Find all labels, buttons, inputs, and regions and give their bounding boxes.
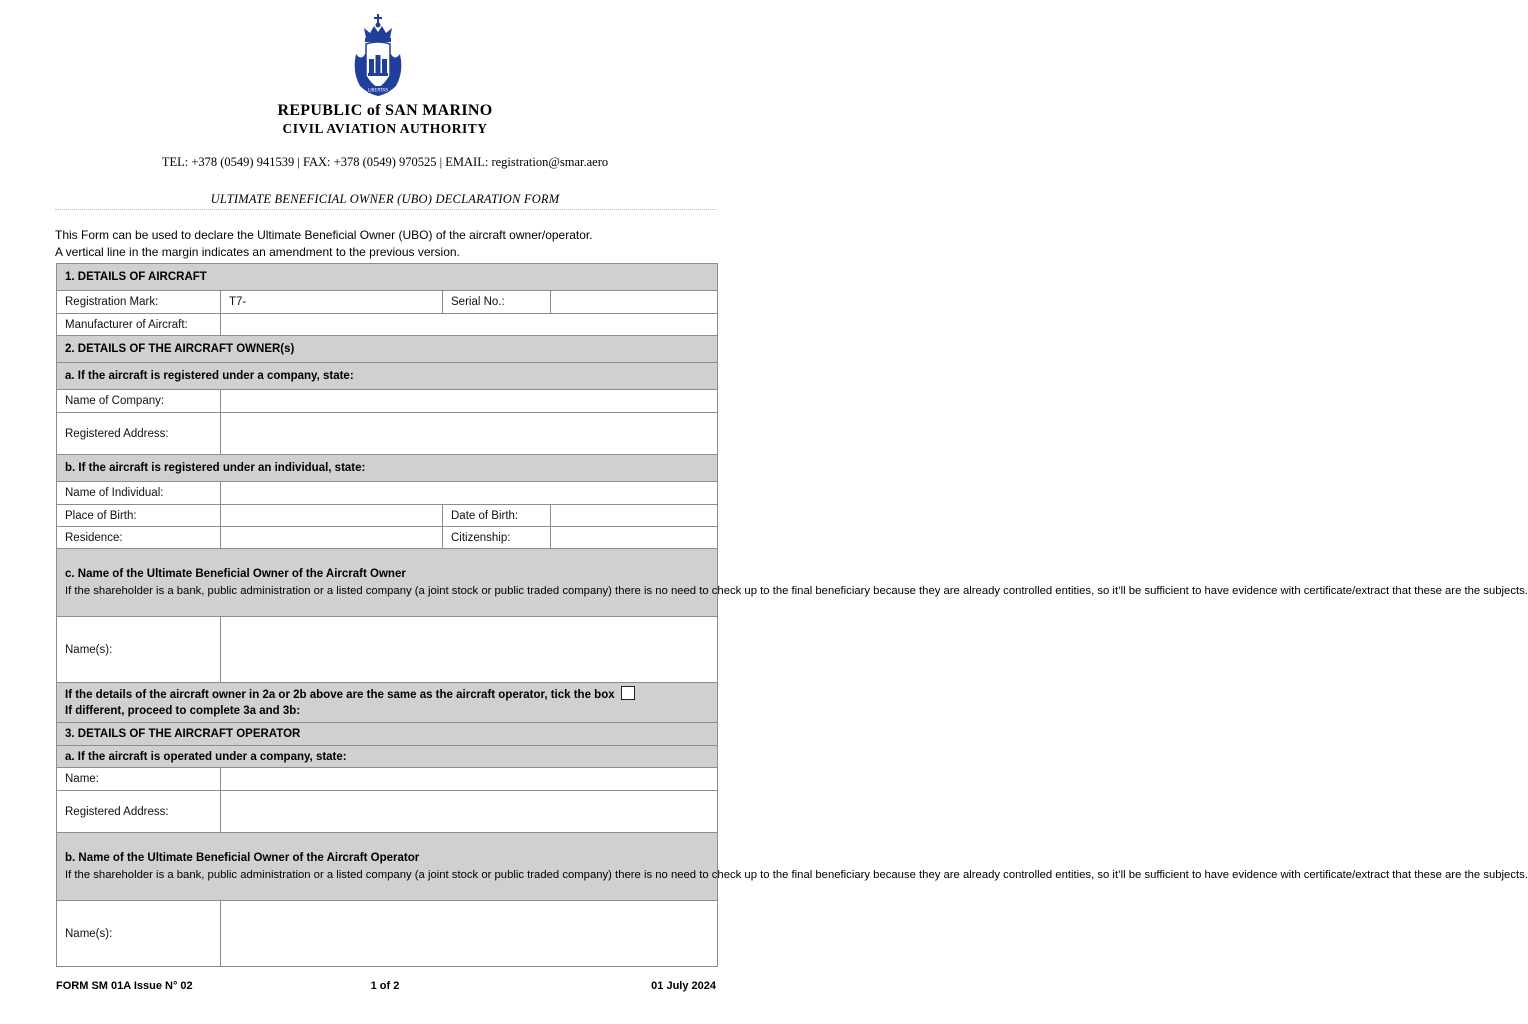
footer-form-id: FORM SM 01A Issue N° 02 xyxy=(56,980,193,992)
san-marino-coat-of-arms-icon xyxy=(348,14,408,102)
serial-no-field[interactable] xyxy=(551,291,718,314)
section-2b-header: b. If the aircraft is registered under an individual, state: xyxy=(57,455,718,482)
same-as-operator-checkbox[interactable] xyxy=(621,686,635,700)
operator-ubo-names-label: Name(s): xyxy=(57,901,221,967)
residence-field[interactable] xyxy=(221,527,443,549)
section-3b-note: If the shareholder is a bank, public administration or a listed company (a joint stock or public traded company) there is no need to check up to the final beneficiary because they are already controlled entities, so it’ll be sufficient to have evidence with certificate/extract that these are the subjects. xyxy=(65,868,1528,881)
intro-line-1: This Form can be used to declare the Ultimate Beneficial Owner (UBO) of the aircraft owner/operator. xyxy=(55,228,593,242)
operator-address-label: Registered Address: xyxy=(57,791,221,833)
date-of-birth-field[interactable] xyxy=(551,505,718,527)
same-as-operator-text: If the details of the aircraft owner in 2a or 2b above are the same as the aircraft operator, tick the box xyxy=(65,689,615,701)
section-3b-header xyxy=(57,833,1528,901)
individual-name-field[interactable] xyxy=(221,482,718,505)
registration-mark-label: Registration Mark: xyxy=(57,291,221,314)
section-2a-header: a. If the aircraft is registered under a company, state: xyxy=(57,363,718,390)
section-3-header: 3. DETAILS OF THE AIRCRAFT OPERATOR xyxy=(57,723,718,746)
registration-mark-field[interactable]: T7- xyxy=(221,291,443,314)
section-2c-note: If the shareholder is a bank, public administration or a listed company (a joint stock or public traded company) there is no need to check up to the final beneficiary because they are already controlled entities, so it’ll be sufficient to have evidence with certificate/extract that these are the subjects. xyxy=(65,584,1528,597)
manufacturer-field[interactable] xyxy=(221,314,718,336)
ubo-form-table xyxy=(56,263,1528,967)
date-of-birth-label: Date of Birth: xyxy=(443,505,551,527)
footer-page-number: 1 of 2 xyxy=(370,980,400,992)
manufacturer-label: Manufacturer of Aircraft: xyxy=(57,314,221,336)
section-3a-header: a. If the aircraft is operated under a company, state: xyxy=(57,746,718,768)
registered-address-field[interactable] xyxy=(221,413,718,455)
company-name-label: Name of Company: xyxy=(57,390,221,413)
page-title: REPUBLIC of SAN MARINO xyxy=(277,102,493,119)
footer-date: 01 July 2024 xyxy=(651,980,716,992)
serial-no-label: Serial No.: xyxy=(443,291,551,314)
section-3b-title: b. Name of the Ultimate Beneficial Owner of the Aircraft Operator xyxy=(65,852,420,864)
residence-label: Residence: xyxy=(57,527,221,549)
operator-ubo-names-field[interactable] xyxy=(221,901,718,967)
contact-line: TEL: +378 (0549) 941539 | FAX: +378 (0549) 970525 | EMAIL: registration@smar.aero xyxy=(161,155,609,169)
place-of-birth-field[interactable] xyxy=(221,505,443,527)
operator-name-label: Name: xyxy=(57,768,221,791)
section-2c-title: c. Name of the Ultimate Beneficial Owner of the Aircraft Owner xyxy=(65,568,406,580)
same-as-operator-row xyxy=(57,683,718,723)
place-of-birth-label: Place of Birth: xyxy=(57,505,221,527)
proceed-instruction: If different, proceed to complete 3a and 3b: xyxy=(65,705,301,717)
page-subtitle: CIVIL AVIATION AUTHORITY xyxy=(282,121,488,136)
form-title: ULTIMATE BENEFICIAL OWNER (UBO) DECLARATION FORM xyxy=(210,192,560,206)
intro-line-2: A vertical line in the margin indicates an amendment to the previous version. xyxy=(55,245,460,259)
emblem-motto: LIBERTAS xyxy=(367,88,389,94)
citizenship-label: Citizenship: xyxy=(443,527,551,549)
section-2-header: 2. DETAILS OF THE AIRCRAFT OWNER(s) xyxy=(57,336,718,363)
operator-name-field[interactable] xyxy=(221,768,718,791)
registered-address-label: Registered Address: xyxy=(57,413,221,455)
owner-ubo-names-label: Name(s): xyxy=(57,617,221,683)
owner-ubo-names-field[interactable] xyxy=(221,617,718,683)
section-1-header: 1. DETAILS OF AIRCRAFT xyxy=(57,264,718,291)
section-2c-header xyxy=(57,549,1528,617)
operator-address-field[interactable] xyxy=(221,791,718,833)
company-name-field[interactable] xyxy=(221,390,718,413)
header-divider xyxy=(55,209,717,210)
citizenship-field[interactable] xyxy=(551,527,718,549)
individual-name-label: Name of Individual: xyxy=(57,482,221,505)
